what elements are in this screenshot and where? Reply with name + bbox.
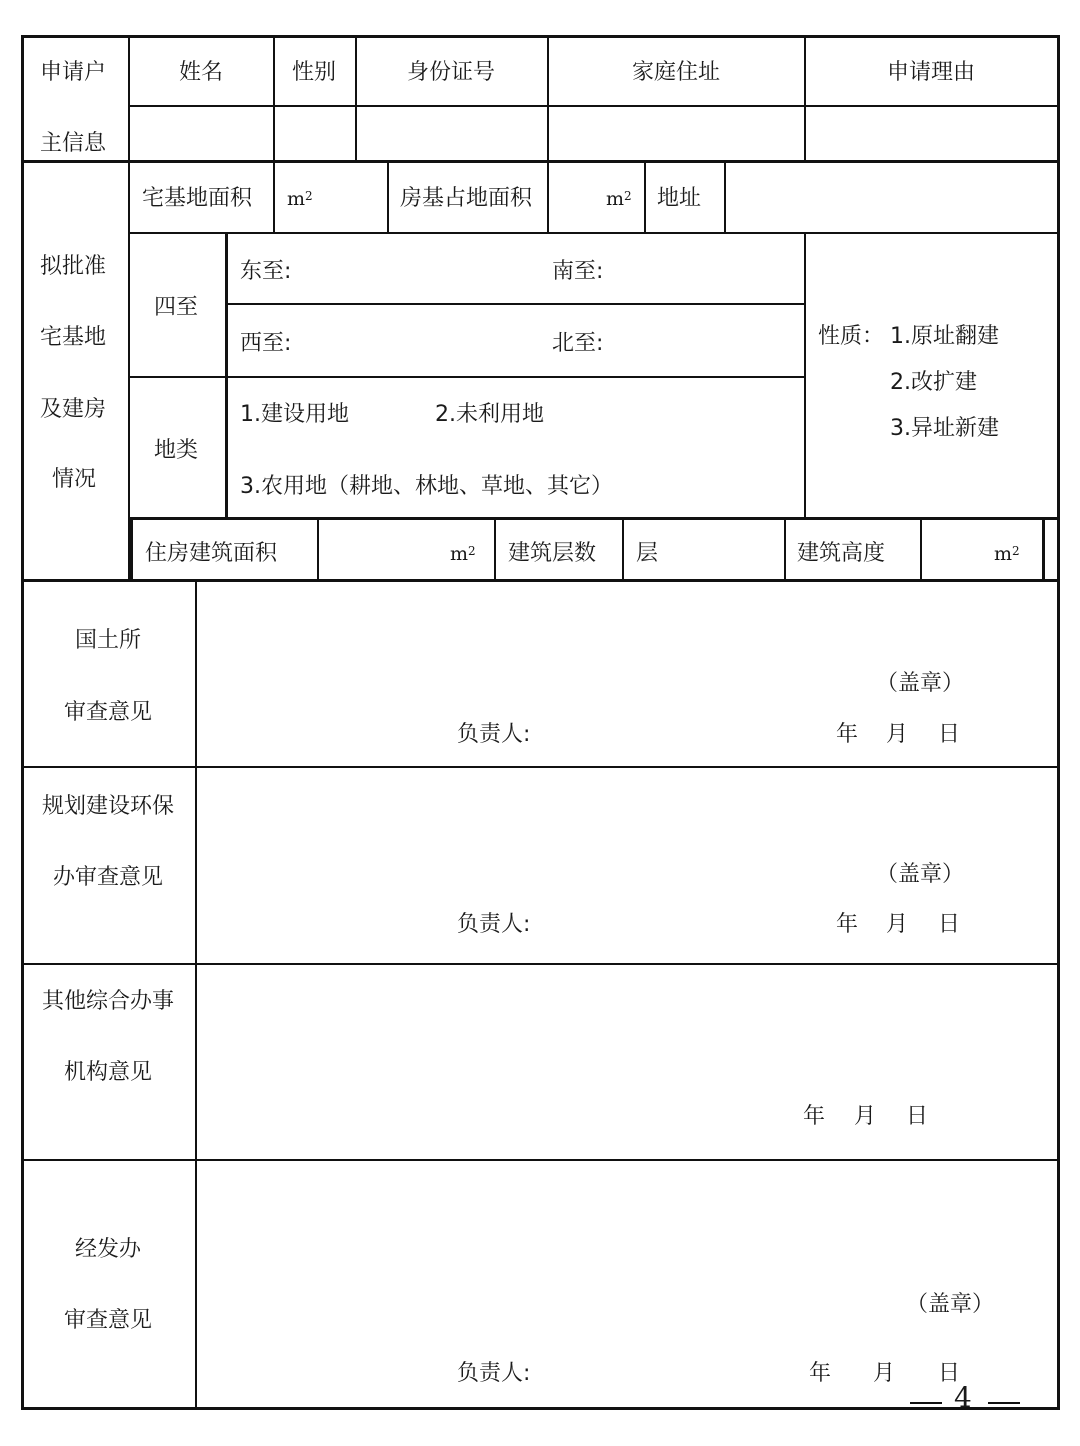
border-right (1057, 35, 1060, 1409)
divider (355, 35, 357, 161)
header-reason: 申请理由 (886, 60, 976, 85)
divider (22, 963, 1060, 965)
stamp-label: （盖章） (906, 1292, 995, 1317)
land-type-label: 地类 (154, 438, 199, 463)
stamp-label: （盖章） (876, 862, 965, 887)
floors-field[interactable]: 层 (636, 541, 659, 566)
date-month: 月 (886, 912, 909, 937)
review-label: 规划建设环保 (41, 794, 175, 819)
divider (1042, 518, 1045, 581)
divider (130, 518, 133, 581)
divider (22, 160, 1060, 163)
divider (784, 518, 786, 581)
divider (387, 161, 389, 233)
date-day: 日 (906, 1104, 929, 1129)
land-type-option-unused[interactable]: 2.未利用地 (435, 402, 544, 427)
review-label: 审查意见 (63, 1308, 153, 1333)
divider (317, 518, 319, 581)
divider (226, 303, 805, 305)
divider (804, 35, 806, 161)
divider (547, 161, 549, 233)
review-label: 办审查意见 (52, 865, 164, 890)
floors-label: 建筑层数 (508, 541, 597, 566)
dash-right (988, 1402, 1020, 1404)
review-label: 国土所 (74, 628, 142, 653)
divider (622, 518, 624, 581)
homestead-section-label: 拟批准 (40, 254, 107, 279)
date-year: 年 (803, 1104, 826, 1129)
header-home-address: 家庭住址 (631, 60, 721, 85)
review-label: 审查意见 (63, 700, 153, 725)
name-field[interactable] (132, 110, 270, 158)
divider (273, 35, 275, 161)
reason-field[interactable] (808, 110, 1054, 158)
building-height-field[interactable]: $m^2$ (994, 543, 1020, 565)
address-label: 地址 (657, 186, 702, 211)
divider (547, 35, 549, 161)
divider (128, 376, 805, 378)
divider (644, 161, 646, 233)
responsible-person-label: 负责人: (457, 912, 531, 937)
divider (273, 161, 275, 233)
divider (22, 579, 1060, 582)
date-year: 年 (809, 1361, 832, 1386)
building-height-label: 建筑高度 (797, 541, 886, 566)
nature-label: 性质： (818, 324, 885, 349)
building-area-field[interactable]: $m^2$ (450, 543, 476, 565)
divider (494, 518, 496, 581)
review-label: 其他综合办事 (41, 989, 175, 1014)
date-month: 月 (854, 1104, 877, 1129)
site-area-field[interactable]: $m^2$ (287, 188, 313, 210)
id-number-field[interactable] (359, 110, 544, 158)
south-boundary-field[interactable]: 南至: (552, 259, 604, 284)
stamp-label: （盖章） (876, 671, 965, 696)
nature-option-expand[interactable]: 2.改扩建 (890, 370, 977, 395)
date-day: 日 (938, 1361, 961, 1386)
responsible-person-label: 负责人: (457, 1361, 531, 1386)
footprint-area-field[interactable]: $m^2$ (606, 188, 632, 210)
west-boundary-field[interactable]: 西至: (240, 331, 292, 356)
date-day: 日 (938, 722, 961, 747)
building-area-label: 住房建筑面积 (145, 541, 278, 566)
date-year: 年 (836, 912, 859, 937)
east-boundary-field[interactable]: 东至: (240, 259, 292, 284)
applicant-section-label: 主信息 (40, 131, 107, 156)
gender-field[interactable] (277, 110, 352, 158)
divider (724, 161, 726, 233)
review-label: 经发办 (74, 1237, 142, 1262)
border-left (21, 35, 24, 1409)
date-month: 月 (873, 1361, 896, 1386)
address-field[interactable] (730, 166, 1054, 230)
nature-option-rebuild[interactable]: 1.原址翻建 (890, 324, 999, 349)
divider (195, 581, 197, 1408)
responsible-person-label: 负责人: (457, 722, 531, 747)
home-address-field[interactable] (551, 110, 801, 158)
divider (22, 1159, 1060, 1161)
page-number-value: 4 (954, 1381, 972, 1414)
footprint-area-label: 房基占地面积 (400, 186, 533, 211)
divider (128, 232, 1058, 234)
border-bottom (21, 1407, 1060, 1410)
north-boundary-field[interactable]: 北至: (552, 331, 604, 356)
header-id-number: 身份证号 (406, 60, 496, 85)
date-month: 月 (886, 722, 909, 747)
applicant-section-label: 申请户 (40, 60, 107, 85)
divider (128, 35, 130, 582)
date-year: 年 (836, 722, 859, 747)
review-label: 机构意见 (63, 1060, 153, 1085)
divider (128, 517, 1058, 520)
land-type-option-construction[interactable]: 1.建设用地 (240, 402, 349, 427)
site-area-label: 宅基地面积 (142, 186, 253, 211)
homestead-section-label: 及建房 (40, 397, 107, 422)
homestead-section-label: 情况 (52, 467, 97, 492)
nature-option-new-site[interactable]: 3.异址新建 (890, 416, 999, 441)
divider (920, 518, 922, 581)
land-type-option-agricultural[interactable]: 3.农用地（耕地、林地、草地、其它） (240, 474, 613, 499)
date-day: 日 (938, 912, 961, 937)
header-name: 姓名 (178, 60, 224, 85)
boundaries-label: 四至 (154, 295, 199, 320)
homestead-section-label: 宅基地 (40, 325, 107, 350)
divider (128, 105, 1058, 107)
dash-left (910, 1402, 942, 1404)
header-gender: 性别 (291, 60, 337, 85)
border-top (22, 35, 1060, 38)
divider (22, 766, 1060, 768)
